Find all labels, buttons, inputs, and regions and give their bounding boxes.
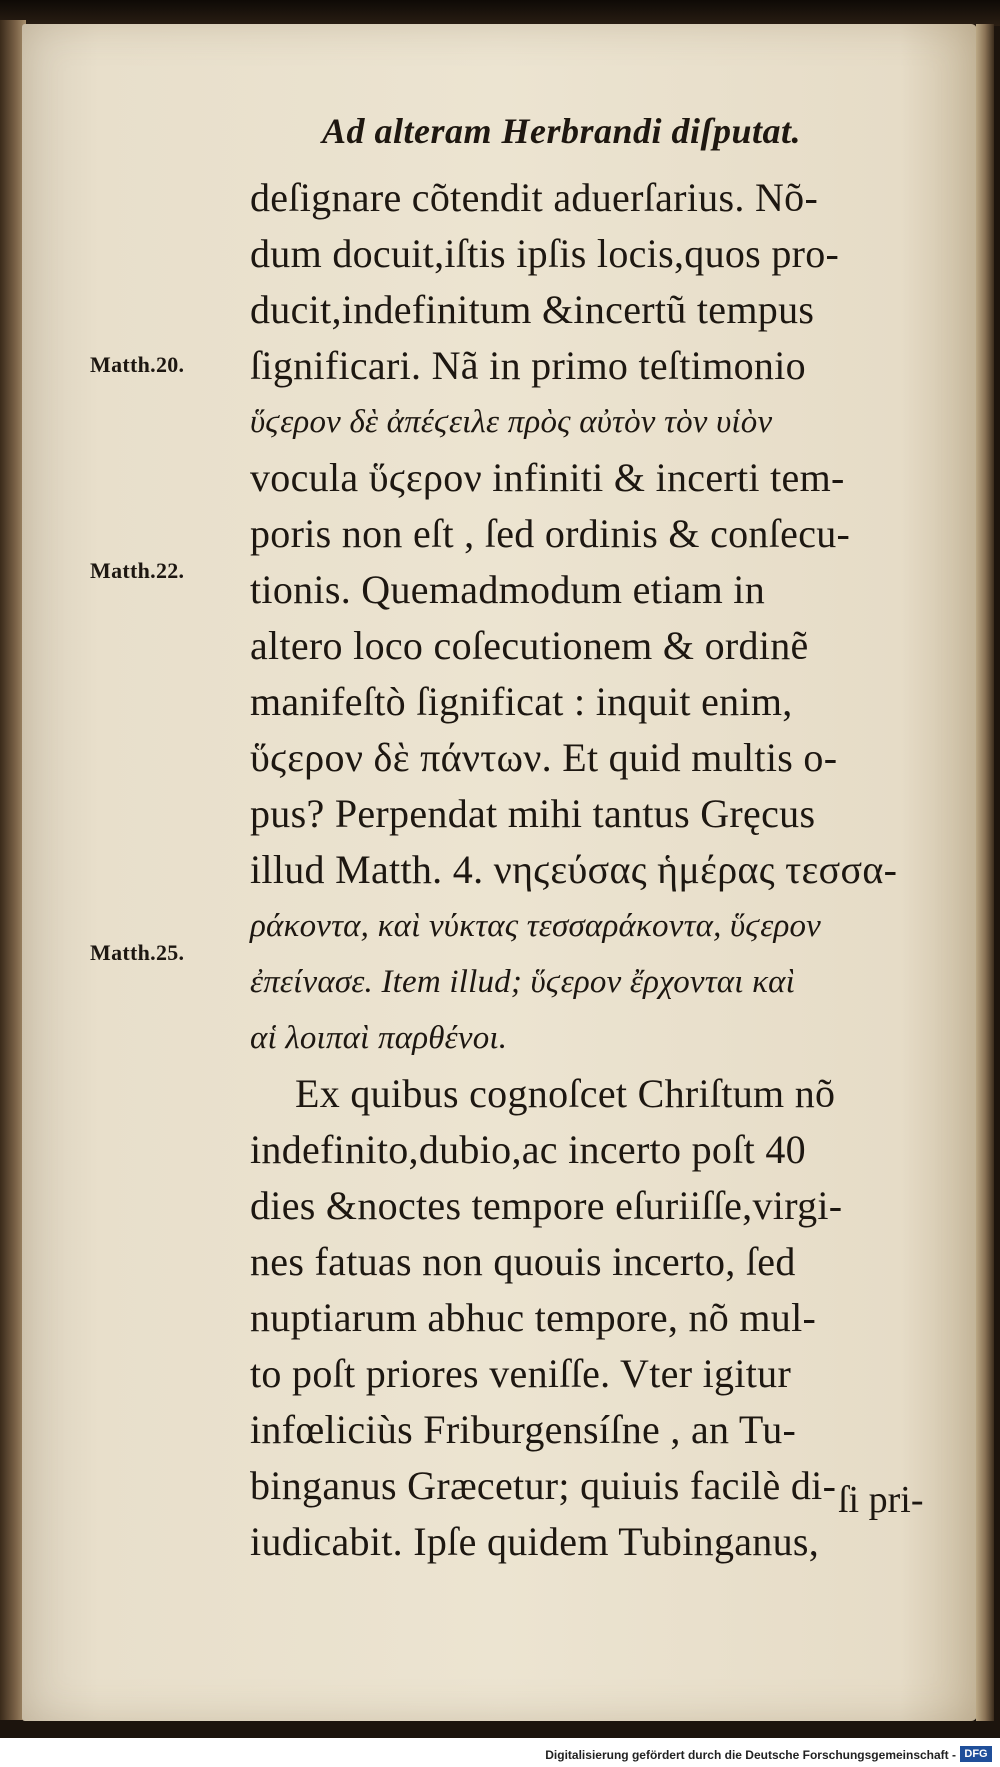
margin-note-matth-25: Matth.25. [90, 940, 185, 965]
catchword: ſi pri- [838, 1479, 924, 1521]
greek-line: ἐπείνασε. Item illud; ὕϛερον ἔρχονται καὶ [250, 964, 796, 1000]
text-line: tionis. Quemadmodum etiam in [250, 567, 766, 612]
text-line: pus? Perpendat mihi tantus Gręcus [250, 791, 816, 836]
text-line: dum docuit,iſtis ipſis locis,quos pro- [250, 231, 840, 276]
text-line: ducit,indefinitum &incertũ tempus [250, 287, 815, 332]
funding-credit: Digitalisierung gefördert durch die Deutsche Forschungsgemeinschaft - [545, 1748, 956, 1762]
text-line: infœliciùs Friburgensíſne , an Tu- [250, 1407, 797, 1452]
page-edge [976, 24, 994, 1721]
text-line: nuptiarum abhuc tempore, nõ mul- [250, 1295, 817, 1340]
text-line: binganus Græcetur; quiuis facilè di- [250, 1463, 837, 1508]
scan-top-shadow [0, 0, 1000, 26]
greek-line: ὕϛερον δὲ ἀπέϛειλε πρὸς αὐτὸν τὸν υἱὸν [250, 404, 773, 440]
text-line: poris non eſt , ſed ordinis & conſecu- [250, 511, 851, 556]
text-line: to poſt priores veniſſe. Vter igitur [250, 1351, 792, 1396]
margin-note-matth-22: Matth.22. [90, 558, 185, 583]
text-line: manifeſtò ſignificat : inquit enim, [250, 679, 793, 724]
text-line: ὕϛερον δὲ πάντων. Et quid multis o- [250, 735, 838, 780]
text-line: iudicabit. Ipſe quidem Tubinganus, [250, 1519, 820, 1564]
body-text [250, 170, 950, 1570]
text-line: deſignare cõtendit aduerſarius. Nõ- [250, 175, 819, 220]
dfg-logo: DFG [960, 1746, 992, 1762]
running-head: Ad alteram Herbrandi diſputat. [322, 111, 802, 151]
greek-line: αἱ λοιπαὶ παρθένοι. [250, 1020, 508, 1056]
margin-note-matth-20: Matth.20. [90, 352, 185, 377]
text-line: vocula ὕϛερον infiniti & incerti tem- [250, 455, 845, 500]
text-line: dies &noctes tempore eſuriiſſe,virgi- [250, 1183, 843, 1228]
paragraph-start-line: Ex quibus cognoſcet Chriſtum nõ [295, 1071, 836, 1116]
text-line: ſignificari. Nã in primo teſtimonio [250, 343, 806, 388]
text-line: nes fatuas non quouis incerto, ſed [250, 1239, 796, 1284]
text-line: indefinito,dubio,ac incerto poſt 40 [250, 1127, 806, 1172]
greek-line: ράκοντα, καὶ νύκτας τεσσαράκοντα, ὕϛερον [250, 908, 822, 944]
text-line: illud Matth. 4. νηϛεύσας ἡμέρας τεσσα- [250, 847, 898, 892]
text-line: altero loco coſecutionem & ordinẽ [250, 623, 809, 668]
